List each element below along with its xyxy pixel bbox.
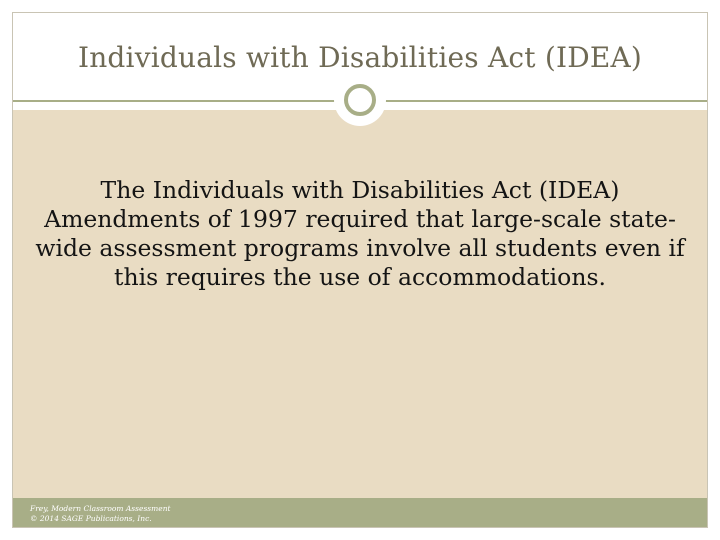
ring-ornament-icon bbox=[334, 74, 386, 126]
slide-title: Individuals with Disabilities Act (IDEA) bbox=[77, 40, 643, 74]
ornament-ring bbox=[344, 84, 376, 116]
footer-copyright: © 2014 SAGE Publications, Inc. bbox=[30, 514, 152, 523]
footer-citation: Frey, Modern Classroom Assessment bbox=[30, 504, 171, 513]
footer-credit bbox=[30, 504, 171, 524]
content-panel bbox=[13, 110, 707, 498]
slide-body-text: The Individuals with Disabilities Act (IDEA) Amendments of 1997 required that large-scale state-wide assessment programs involve all students even if this requires the use of accommodations. bbox=[35, 176, 685, 291]
